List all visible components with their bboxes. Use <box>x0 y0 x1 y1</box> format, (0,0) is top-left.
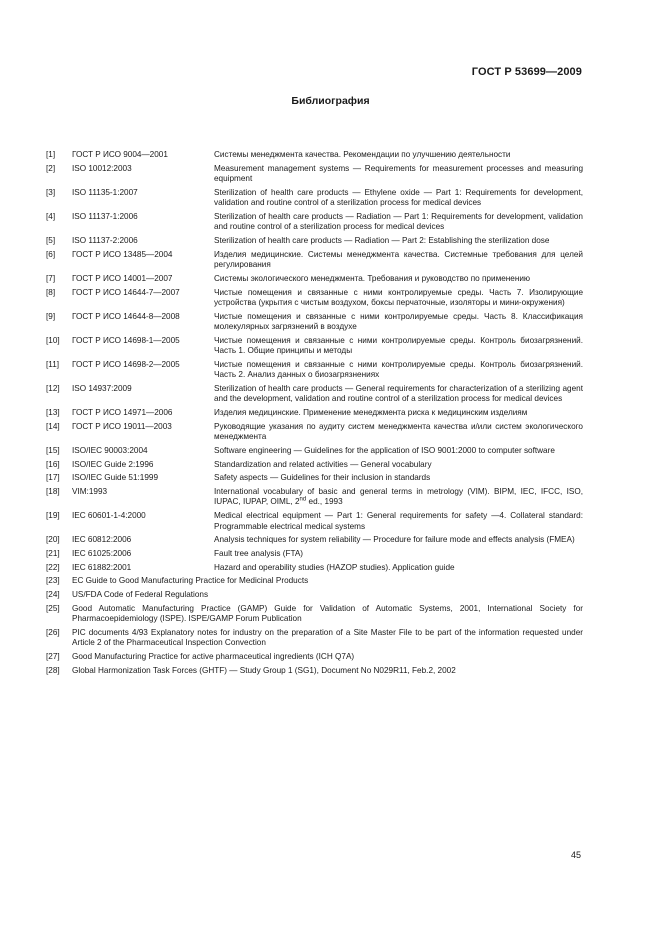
entry-description <box>214 487 583 508</box>
entry-code: IEC 61025:2006 <box>72 548 132 558</box>
entry-number: [25] <box>46 603 60 613</box>
entry-code: ГОСТ Р ИСО 14001—2007 <box>72 273 173 283</box>
bibliography-entry <box>46 628 583 649</box>
entry-description: Sterilization of health care products — General requirements for characterization of a sterilizing agent and the development, validation and routine control of a sterilization process for medical devices <box>214 383 583 404</box>
entry-number: [14] <box>46 421 60 431</box>
bibliography-entry <box>46 604 583 625</box>
entry-superscript: nd <box>299 496 307 503</box>
entry-code: ГОСТ Р ИСО 14644-7—2007 <box>72 287 180 297</box>
bibliography-entry <box>46 511 583 532</box>
entry-number: [10] <box>46 335 60 345</box>
entry-description: Чистые помещения и связанные с ними контролируемые среды. Часть 7. Изолирующие устройства (укрытия с чистым воздухом, боксы перчаточные, изоляторы и мини-окружения) <box>214 287 583 307</box>
entry-code: ISO 11137-1:2006 <box>72 211 138 221</box>
entry-number: [20] <box>46 535 60 545</box>
bibliography-entry <box>46 336 583 357</box>
entry-code: ГОСТ Р ИСО 9004—2001 <box>72 150 168 159</box>
entry-description: Изделия медицинские. Применение менеджмента риска к медицинским изделиям <box>214 408 528 418</box>
entry-description: Чистые помещения и связанные с ними контролируемые среды. Контроль биозагрязнений. Часть 2. Анализ данных о биозагрязнениях <box>214 359 583 380</box>
bibliography-entry <box>46 460 583 470</box>
entry-number: [16] <box>46 459 60 469</box>
entry-code: ГОСТ Р ИСО 13485—2004 <box>72 249 173 259</box>
entry-description: Sterilization of health care products — Radiation — Part 1: Requirements for development, validation and routine control of a sterilization process for medical devices <box>214 211 583 232</box>
entry-code: IEC 60812:2006 <box>72 535 132 545</box>
entry-description: Software engineering — Guidelines for the application of ISO 9001:2000 to computer software <box>214 445 555 455</box>
entry-code: IEC 60601-1-4:2000 <box>72 511 146 521</box>
page-title: Библиография <box>291 95 370 107</box>
entry-code: ISO/IEC 90003:2004 <box>72 445 148 455</box>
entry-description: Good Automatic Manufacturing Practice (GAMP) Guide for Validation of Automatic Systems, 2001, International Society for Pharmacoepidemiology (ISPE). ISPE/GAMP Forum Publication <box>72 603 583 624</box>
bibliography-entry <box>46 250 583 271</box>
entry-number: [27] <box>46 651 60 661</box>
entry-number: [21] <box>46 548 60 558</box>
bibliography-entry <box>46 549 583 559</box>
entry-number: [7] <box>46 273 56 283</box>
entry-number: [19] <box>46 511 60 521</box>
entry-text: International vocabulary of basic and general terms in metrology (VIM). BIPM, IEC, IFCC, ISO, IUPAC, IUPAP, OIML, 2 <box>214 487 583 507</box>
entry-description: Measurement management systems — Requirements for measurement processes and measuring equipment <box>214 163 583 184</box>
entry-code: ISO 14937:2009 <box>72 383 132 393</box>
bibliography-entry <box>46 274 583 284</box>
entry-code: ГОСТ Р ИСО 14698-2—2005 <box>72 359 180 369</box>
bibliography-entry <box>46 666 583 676</box>
bibliography-entry <box>46 422 583 443</box>
entry-description: Чистые помещения и связанные с ними контролируемые среды. Часть 8. Классификация молекулярных загрязнений в воздухе <box>214 311 583 332</box>
entry-number: [5] <box>46 236 56 246</box>
bibliography-entry <box>46 446 583 456</box>
bibliography-entry <box>46 150 583 160</box>
entry-number: [11] <box>46 359 60 369</box>
entry-description: US/FDA Code of Federal Regulations <box>72 590 209 600</box>
entry-description: Good Manufacturing Practice for active pharmaceutical ingredients (ICH Q7A) <box>72 651 355 661</box>
entry-description: Global Harmonization Task Forces (GHTF) — Study Group 1 (SG1), Document No N029R11, Feb.2, 2002 <box>72 665 456 675</box>
entry-description: Чистые помещения и связанные с ними контролируемые среды. Контроль биозагрязнений. Часть 1. Общие принципы и методы <box>214 335 583 356</box>
entry-number: [17] <box>46 473 60 483</box>
entry-description: Hazard and operability studies (HAZOP studies). Application guide <box>214 562 455 572</box>
bibliography-entry <box>46 312 583 333</box>
entry-number: [9] <box>46 311 56 321</box>
entry-number: [13] <box>46 408 60 418</box>
entry-description: Standardization and related activities — General vocabulary <box>214 459 432 469</box>
entry-description: Analysis techniques for system reliability — Procedure for failure mode and effects analysis (FMEA) <box>214 535 575 545</box>
bibliography-entry <box>46 408 583 418</box>
entry-description: Sterilization of health care products — Ethylene oxide — Part 1: Requirements for development, validation and routine control of a sterilization process for medical devices <box>214 187 583 208</box>
bibliography-entry <box>46 288 583 309</box>
entry-code: ГОСТ Р ИСО 14971—2006 <box>72 408 173 418</box>
bibliography-entry <box>46 236 583 246</box>
entry-code: ГОСТ Р ИСО 14644-8—2008 <box>72 311 180 321</box>
bibliography-entry <box>46 563 583 573</box>
bibliography-entry <box>46 576 583 586</box>
entry-description: Safety aspects — Guidelines for their inclusion in standards <box>214 473 431 483</box>
entry-description: EC Guide to Good Manufacturing Practice for Medicinal Products <box>72 576 309 586</box>
entry-text-after: ed., 1993 <box>306 497 343 507</box>
entry-number: [24] <box>46 590 60 600</box>
entry-code: ISO/IEC Guide 51:1999 <box>72 473 159 483</box>
entry-code: VIM:1993 <box>72 487 108 497</box>
bibliography-entry <box>46 360 583 381</box>
entry-number: [4] <box>46 211 56 221</box>
entry-description: Fault tree analysis (FTA) <box>214 548 304 558</box>
bibliography-entry <box>46 212 583 233</box>
entry-code: ISO 11135-1:2007 <box>72 187 138 197</box>
entry-code: ГОСТ Р ИСО 19011—2003 <box>72 421 172 431</box>
entry-number: [8] <box>46 287 56 297</box>
bibliography-entry <box>46 384 583 405</box>
bibliography-entry <box>46 652 583 662</box>
bibliography-entry <box>46 188 583 209</box>
entry-number: [28] <box>46 665 60 675</box>
bibliography-entry <box>46 164 583 185</box>
entry-code: ISO 10012:2003 <box>72 163 132 173</box>
bibliography-list <box>46 150 583 679</box>
page-number: 45 <box>570 850 581 860</box>
entry-description: Руководящие указания по аудиту систем менеджмента качества и/или систем экологического менеджмента <box>214 421 583 442</box>
entry-number: [23] <box>46 576 60 586</box>
entry-number: [26] <box>46 627 60 637</box>
entry-number: [15] <box>46 445 60 455</box>
entry-number: [3] <box>46 187 56 197</box>
entry-number: [18] <box>46 487 60 497</box>
entry-number: [12] <box>46 383 60 393</box>
bibliography-entry <box>46 590 583 600</box>
entry-number: [2] <box>46 163 56 173</box>
entry-code: ГОСТ Р ИСО 14698-1—2005 <box>72 335 180 345</box>
entry-code: ISO 11137-2:2006 <box>72 236 138 246</box>
entry-code: IEC 61882:2001 <box>72 562 132 572</box>
bibliography-entry <box>46 473 583 483</box>
entry-code: ISO/IEC Guide 2:1996 <box>72 459 154 469</box>
entry-number: [22] <box>46 562 60 572</box>
entry-number: [6] <box>46 249 56 259</box>
bibliography-entry <box>46 487 583 508</box>
entry-description: Изделия медицинские. Системы менеджмента качества. Системные требования для целей регулирования <box>214 249 583 270</box>
entry-description: Системы экологического менеджмента. Требования и руководство по применению <box>214 273 531 283</box>
entry-description: Sterilization of health care products — Radiation — Part 2: Establishing the sterilization dose <box>214 236 550 246</box>
entry-description: PIC documents 4/93 Explanatory notes for industry on the preparation of a Site Master File to be part of the information requested under Article 2 of the Pharmaceutical Inspection Convection <box>72 627 583 648</box>
entry-number: [1] <box>46 150 56 159</box>
standard-header: ГОСТ Р 53699—2009 <box>471 66 582 78</box>
bibliography-entry <box>46 535 583 545</box>
entry-description: Medical electrical equipment — Part 1: General requirements for safety —4. Collateral standard: Programmable electrical medical systems <box>214 511 583 531</box>
entry-description: Системы менеджмента качества. Рекомендации по улучшению деятельности <box>214 150 511 159</box>
